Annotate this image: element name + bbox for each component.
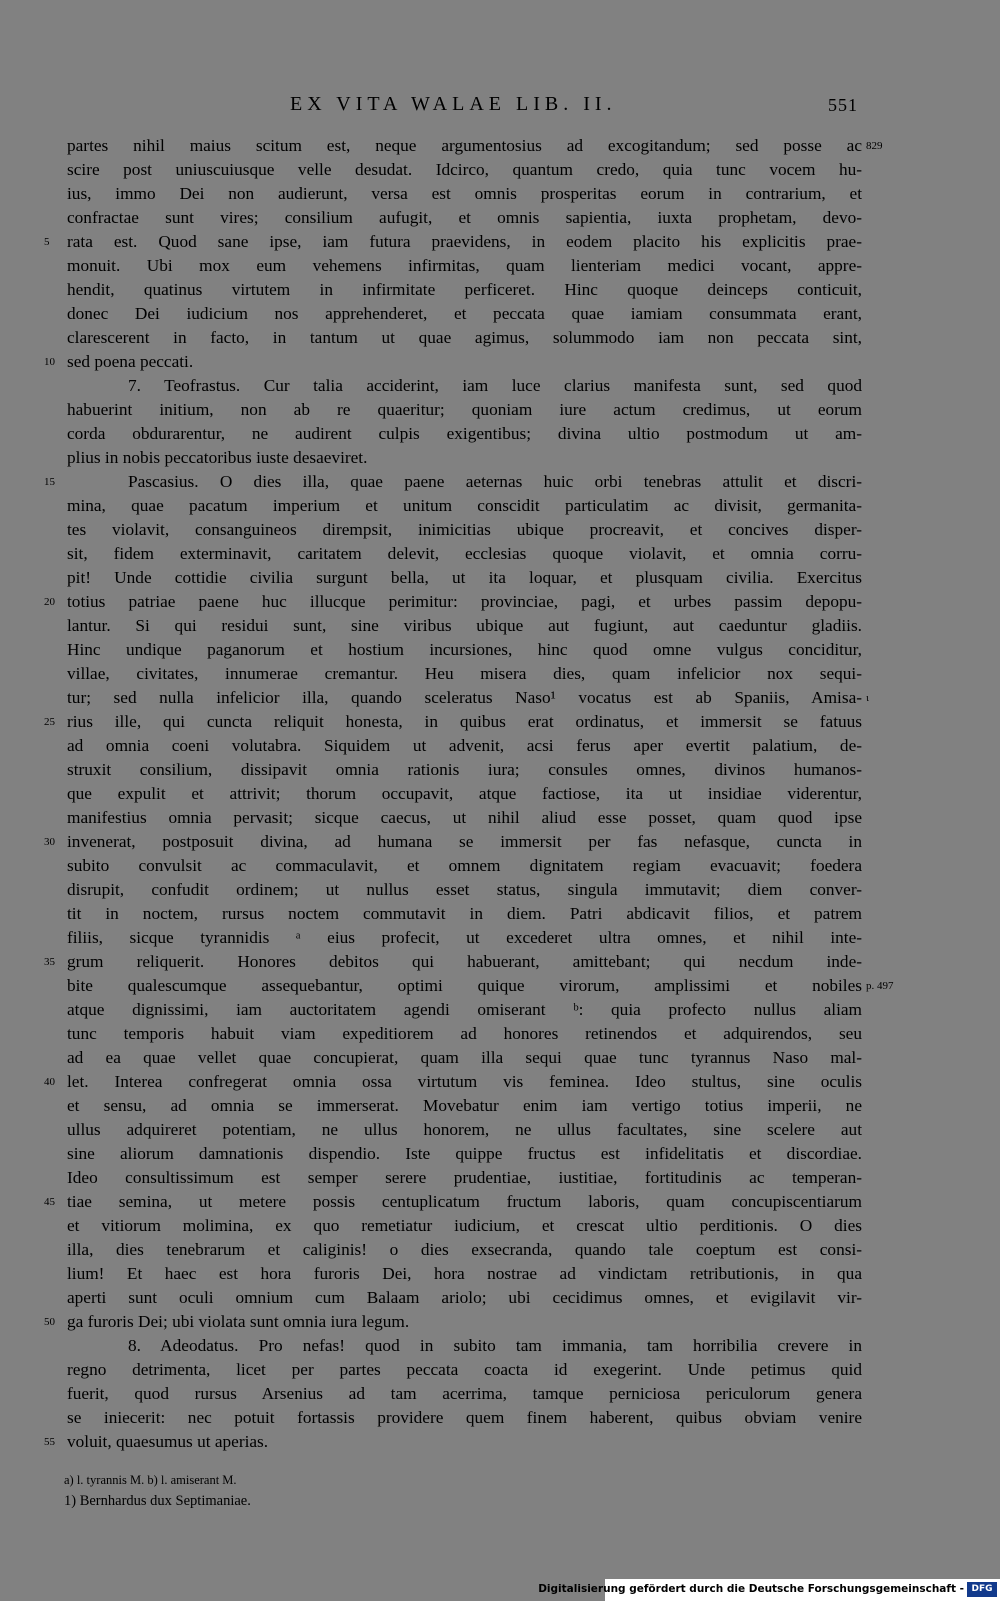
text-line: filiis, sicque tyrannidis ᵃ eius profecit, ut excederet ultra omnes, et nihil inte- (67, 928, 862, 947)
text-line: illa, dies tenebrarum et caliginis! o dies exsecranda, quando tale coeptum est consi- (67, 1240, 862, 1259)
text-line: et vitiorum molimina, ex quo remetiatur iudicium, et crescat ultio perditionis. O dies (67, 1216, 862, 1235)
text-line: totius patriae paene huc illucque perimitur: provinciae, pagi, et urbes passim depopu- (67, 592, 862, 611)
line-number: 50 (44, 1316, 55, 1328)
text-line: se iniecerit: nec potuit fortassis providere quem finem haberent, quibus obviam venire (67, 1408, 862, 1427)
text-line: ad omnia coeni volutabra. Siquidem ut advenit, acsi ferus aper evertit palatium, de- (67, 736, 862, 755)
text-line: clarescerent in facto, in tantum ut quae agimus, solummodo iam non peccata sint, (67, 328, 862, 347)
running-title: EX VITA WALAE LIB. II. (290, 93, 617, 115)
text-line: monuit. Ubi mox eum vehemens infirmitas, quam lienteriam medici vocant, appre- (67, 256, 862, 275)
text-line: subito convulsit ac commaculavit, et omnem dignitatem regiam evacuavit; foedera (67, 856, 862, 875)
text-line: regno detrimenta, licet per partes peccata coacta id exegerint. Unde petimus quid (67, 1360, 862, 1379)
text-line: Ideo consultissimum est semper serere prudentiae, iustitiae, fortitudinis ac temperan- (67, 1168, 862, 1187)
line-number: 30 (44, 836, 55, 848)
text-line: aperti sunt oculi omnium cum Balaam ariolo; ubi cecidimus omnes, et evigilavit vir- (67, 1288, 862, 1307)
text-line: lantur. Si qui residui sunt, sine viribus ubique aut fugiunt, aut caeduntur gladiis. (67, 616, 862, 635)
text-line: let. Interea confregerat omnia ossa virtutum vis feminea. Ideo stultus, sine oculis (67, 1072, 862, 1091)
text-line: ius, immo Dei non audierunt, versa est omnis prosperitas eorum in contrarium, et (67, 184, 862, 203)
text-line: ullus adquireret potentiam, ne ullus honorem, ne ullus facultates, sine scelere aut (67, 1120, 862, 1139)
text-line: hendit, quatinus virtutem in infirmitate perficeret. Hinc quoque deinceps conticuit, (67, 280, 862, 299)
text-line: confractae sunt vires; consilium aufugit, et omnis sapientia, iuxta prophetam, devo- (67, 208, 862, 227)
margin-reference: p. 497 (866, 980, 894, 992)
text-line: tiae semina, ut metere possis centuplicatum fructum laboris, quam concupiscentiarum (67, 1192, 862, 1211)
text-line: disrupit, confudit ordinem; ut nullus esset status, singula immutavit; diem conver- (67, 880, 862, 899)
line-number: 45 (44, 1196, 55, 1208)
text-line: struxit consilium, dissipavit omnia rationis iura; consules omnes, divinos humanos- (67, 760, 862, 779)
footnote: 1) Bernhardus dux Septimaniae. (64, 1493, 251, 1509)
line-number: 40 (44, 1076, 55, 1088)
margin-reference: ι (866, 692, 869, 704)
text-line: Hinc undique paganorum et hostium incursiones, hinc quod omne vulgus conciditur, (67, 640, 862, 659)
text-line: scire post uniuscuiusque velle desudat. Idcirco, quantum credo, quia tunc vocem hu- (67, 160, 862, 179)
text-line: mina, quae pacatum imperium et unitum conscidit particulatim ac divisit, germanita- (67, 496, 862, 515)
text-line: atque dignissimi, iam auctoritatem agendi omiserant ᵇ: quia profecto nullus aliam (67, 1000, 862, 1019)
paragraph-start: 8. Adeodatus. Pro nefas! quod in subito tam immania, tam horribilia crevere in (128, 1336, 862, 1355)
text-line: ga furoris Dei; ubi violata sunt omnia iura legum. (67, 1312, 410, 1331)
line-number: 20 (44, 596, 55, 608)
text-line: tes violavit, consanguineos dirempsit, inimicitias ubique procreavit, et concives disper- (67, 520, 862, 539)
line-number: 10 (44, 356, 55, 368)
funding-footer (538, 1579, 1000, 1601)
text-line: invenerat, postposuit divina, ad humana se immersit per fas nefasque, cuncta in (67, 832, 862, 851)
text-line: grum reliquerit. Honores debitos qui habuerant, amittebant; qui necdum inde- (67, 952, 862, 971)
text-line: que expulit et attrivit; thorum occupavit, atque factiose, ita ut insidiae viderentur, (67, 784, 862, 803)
text-line: ad ea quae vellet quae concupierat, quam illa sequi quae tunc tyrannus Naso mal- (67, 1048, 862, 1067)
page-header (0, 93, 1000, 121)
funding-text: Digitalisierung gefördert durch die Deutsche Forschungsgemeinschaft - (538, 1583, 964, 1595)
line-number: 35 (44, 956, 55, 968)
text-line: et sensu, ad omnia se immerserat. Movebatur enim iam vertigo totius imperii, ne (67, 1096, 862, 1115)
text-line: rius ille, qui cuncta reliquit honesta, in quibus erat ordinatus, et immersit se fatuus (67, 712, 862, 731)
paragraph-start: Pascasius. O dies illa, quae paene aeternas huic orbi tenebras attulit et discri- (128, 472, 862, 491)
text-line: rata est. Quod sane ipse, iam futura praevidens, in eodem placito his explicitis prae- (67, 232, 862, 251)
text-line: corda obdurarentur, ne audirent culpis exigentibus; divina ultio postmodum ut am- (67, 424, 862, 443)
text-line: plius in nobis peccatoribus iuste desaeviret. (67, 448, 368, 467)
text-line: sit, fidem exterminavit, caritatem delevit, ecclesias quoque violavit, et omnia corru- (67, 544, 862, 563)
text-line: manifestius omnia pervasit; sicque caecus, ut nihil aliud esse posset, quam quod ipse (67, 808, 862, 827)
page-number: 551 (828, 95, 858, 115)
line-number: 5 (44, 236, 50, 248)
margin-reference: 829 (866, 140, 883, 152)
dfg-logo-icon: DFG (967, 1582, 997, 1597)
text-line: voluit, quaesumus ut aperias. (67, 1432, 269, 1451)
text-line: pit! Unde cottidie civilia surgunt bella, ut ita loquar, et plusquam civilia. Exercitus (67, 568, 862, 587)
text-line: tit in noctem, rursus noctem commutavit in diem. Patri abdicavit filios, et patrem (67, 904, 862, 923)
text-line: donec Dei iudicium nos apprehenderet, et peccata quae iamiam consummata erant, (67, 304, 862, 323)
critical-apparatus-note: a) l. tyrannis M. b) l. amiserant M. (64, 1473, 237, 1487)
line-number: 25 (44, 716, 55, 728)
line-number: 55 (44, 1436, 55, 1448)
text-line: fuerit, quod rursus Arsenius ad tam acerrima, tamque perniciosa periculorum genera (67, 1384, 862, 1403)
text-line: partes nihil maius scitum est, neque argumentosius ad excogitandum; sed posse ac (67, 136, 862, 155)
text-line: tur; sed nulla infelicior illa, quando sceleratus Naso¹ vocatus est ab Spaniis, Amisa- (67, 688, 862, 707)
text-line: villae, civitates, innumerae cremantur. Heu misera dies, quam infelicior nox sequi- (67, 664, 862, 683)
paragraph-start: 7. Teofrastus. Cur talia acciderint, iam luce clarius manifesta sunt, sed quod (128, 376, 862, 395)
text-line: sine aliorum damnationis dispendio. Iste quippe fructus est infidelitatis et discordiae. (67, 1144, 862, 1163)
text-line: tunc temporis habuit viam expeditiorem ad honores retinendos et adquirendos, seu (67, 1024, 862, 1043)
line-number: 15 (44, 476, 55, 488)
text-line: bite qualescumque assequebantur, optimi quique virorum, amplissimi et nobiles (67, 976, 862, 995)
text-line: habuerint initium, non ab re quaeritur; quoniam iure actum credimus, ut eorum (67, 400, 862, 419)
text-line: sed poena peccati. (67, 352, 194, 371)
text-line: lium! Et haec est hora furoris Dei, hora nostrae ad vindictam retributionis, in qua (67, 1264, 862, 1283)
